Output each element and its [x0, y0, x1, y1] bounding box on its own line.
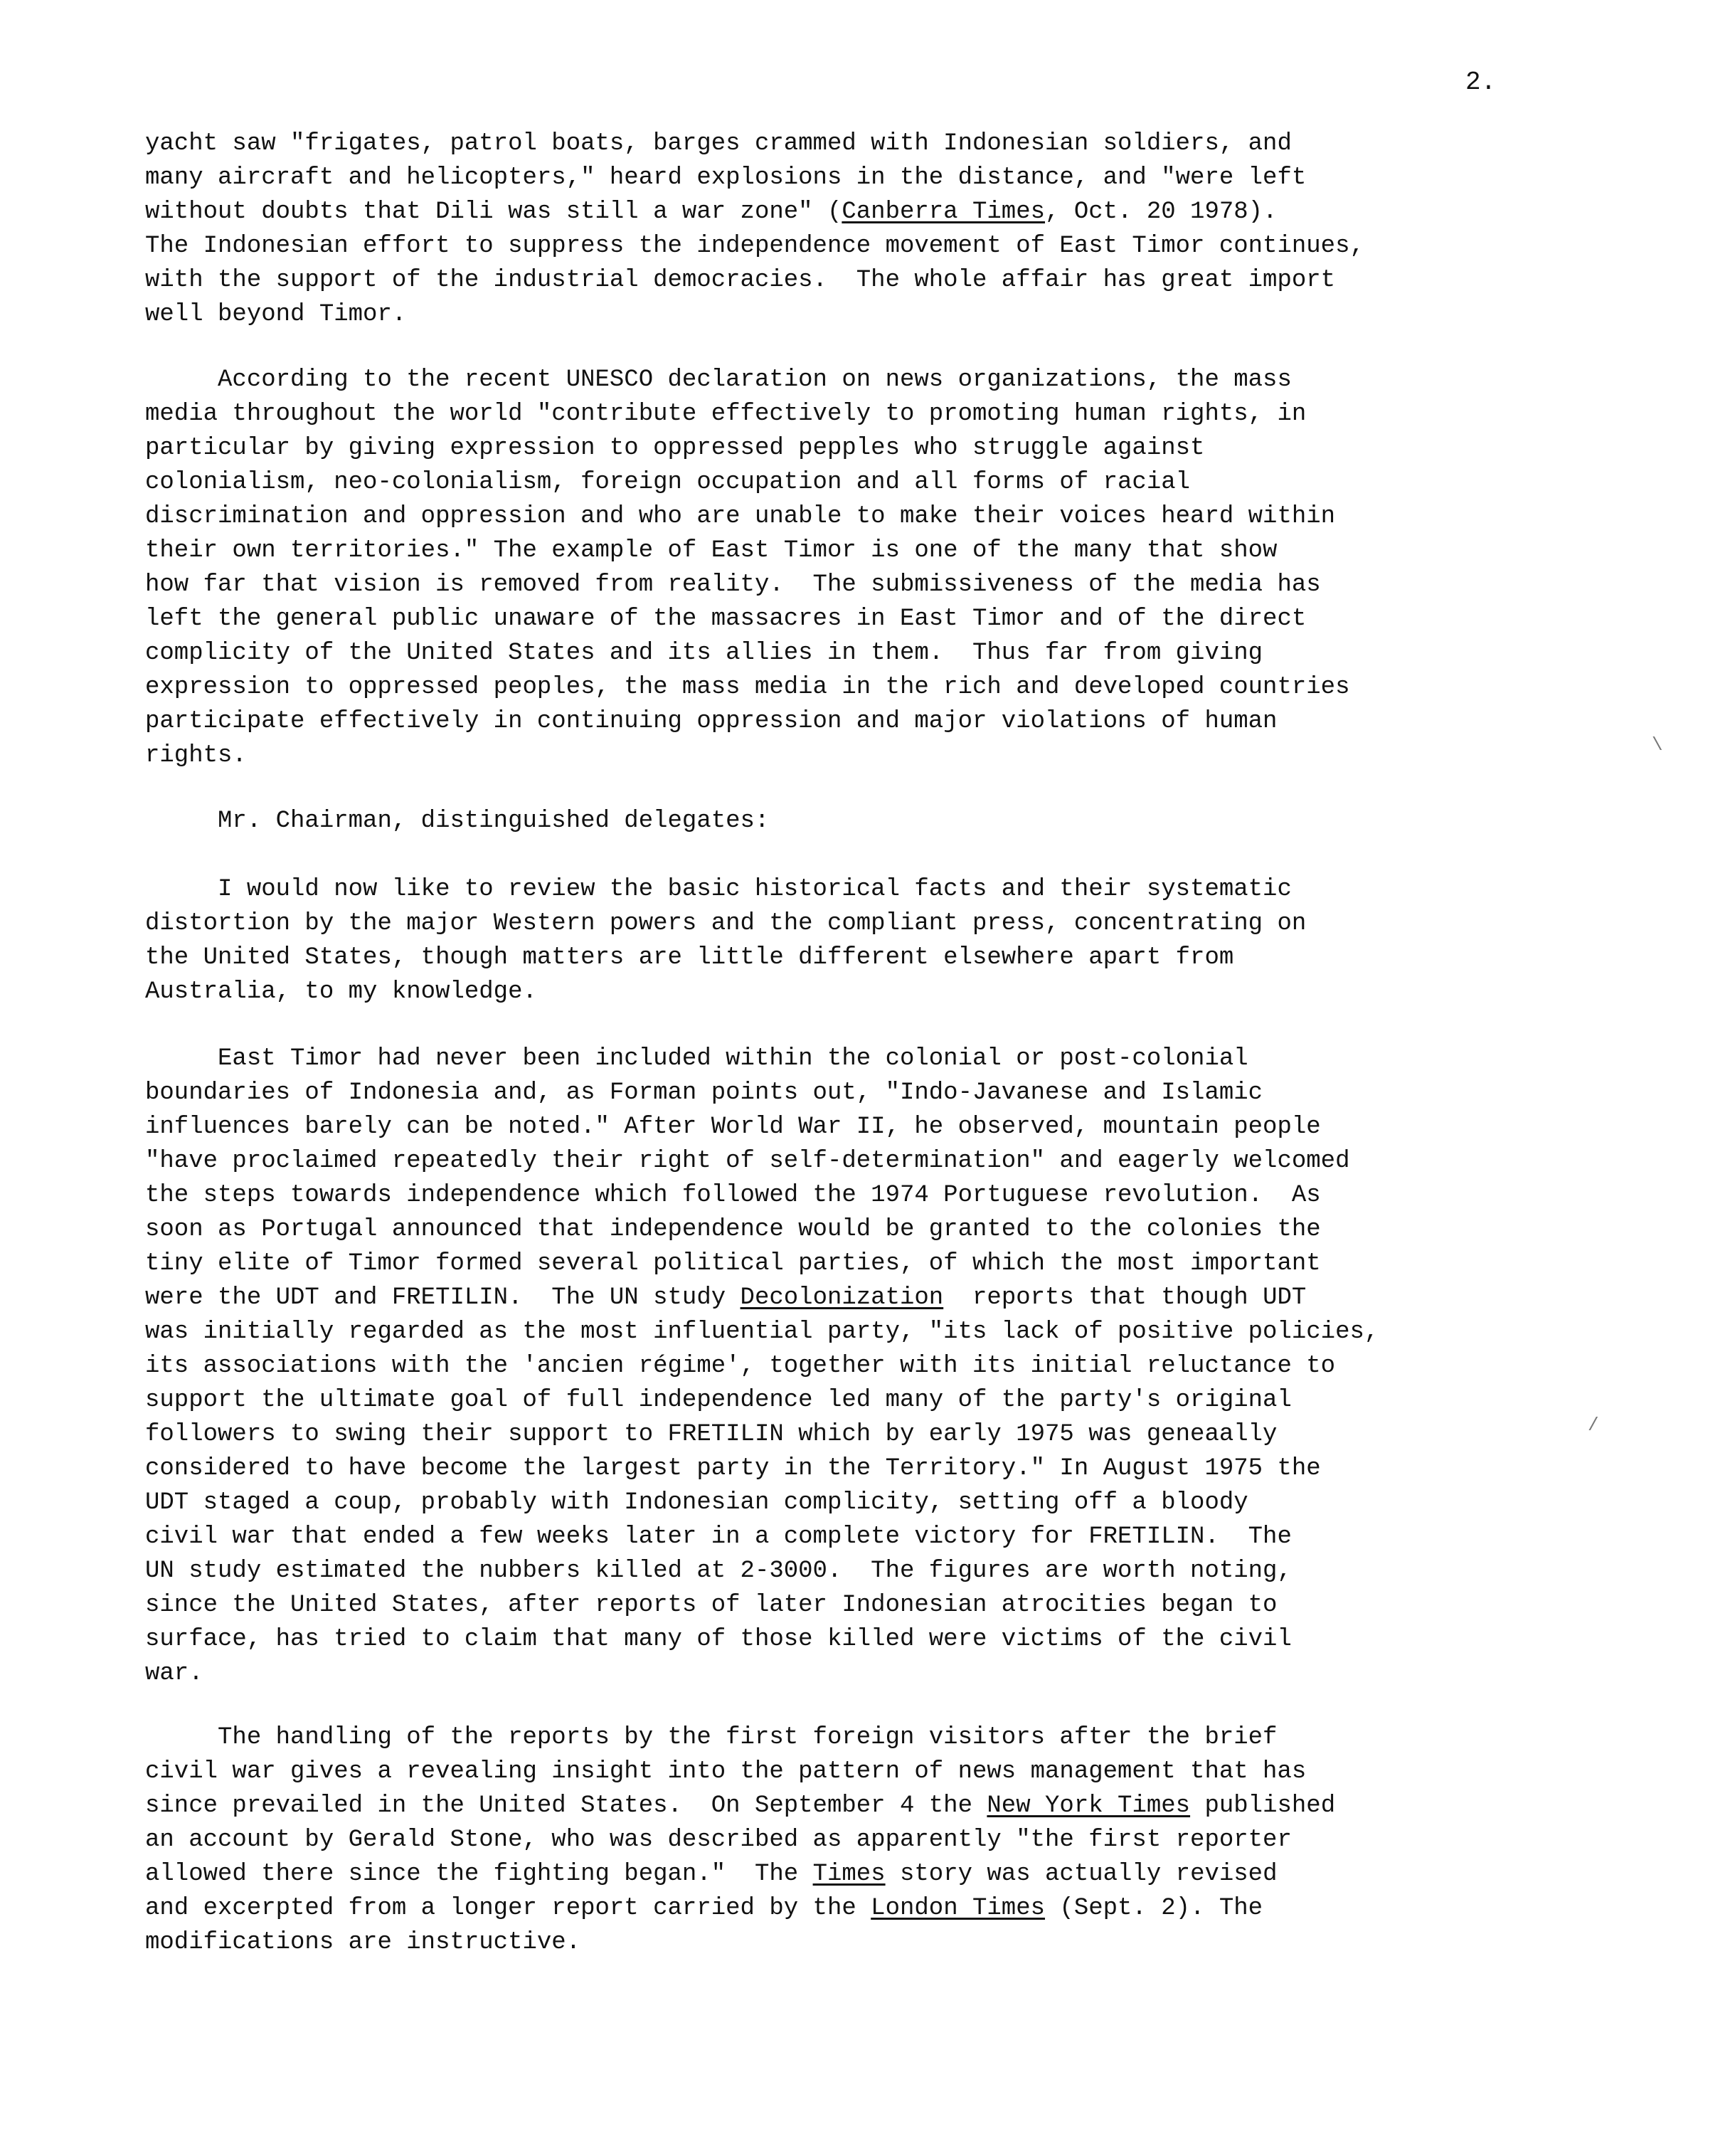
text-line: civil war gives a revealing insight into the pattern of news management that has — [145, 1758, 1307, 1785]
text-line: and excerpted from a longer report carried by the London Times (Sept. 2). The — [145, 1895, 1263, 1922]
text-line: discrimination and oppression and who are unable to make their voices heard within — [145, 503, 1336, 530]
text-line: East Timor had never been included within the colonial or post-colonial — [145, 1045, 1248, 1072]
text-line: complicity of the United States and its allies in them. Thus far from giving — [145, 640, 1263, 667]
paragraph-4 — [145, 872, 1582, 1009]
text-line: particular by giving expression to oppressed pepples who struggle against — [145, 435, 1205, 462]
paragraph-2 — [145, 363, 1582, 773]
text-line: an account by Gerald Stone, who was described as apparently "the first reporter — [145, 1827, 1292, 1854]
text-line: distortion by the major Western powers and the compliant press, concentrating on — [145, 910, 1307, 937]
text-line: the United States, though matters are little different elsewhere apart from — [145, 944, 1234, 971]
text-line: civil war that ended a few weeks later in a complete victory for FRETILIN. The — [145, 1523, 1292, 1550]
text-line: modifications are instructive. — [145, 1929, 581, 1956]
paragraph-1 — [145, 127, 1582, 332]
text-line: yacht saw "frigates, patrol boats, barges crammed with Indonesian soldiers, and — [145, 130, 1292, 157]
text-line: left the general public unaware of the massacres in East Timor and of the direct — [145, 606, 1307, 633]
text-line: influences barely can be noted." After World War II, he observed, mountain people — [145, 1114, 1321, 1141]
text-line: According to the recent UNESCO declaration on news organizations, the mass — [145, 366, 1292, 393]
text-line: tiny elite of Timor formed several political parties, of which the most important — [145, 1250, 1321, 1277]
text-line: since prevailed in the United States. On September 4 the New York Times published — [145, 1792, 1336, 1819]
text-line: war. — [145, 1660, 203, 1687]
text-line: The Indonesian effort to suppress the independence movement of East Timor continues, — [145, 233, 1364, 260]
text-line: their own territories." The example of East Timor is one of the many that show — [145, 537, 1278, 564]
text-line: without doubts that Dili was still a war zone" (Canberra Times, Oct. 20 1978). — [145, 199, 1278, 226]
paragraph-6 — [145, 1721, 1582, 1960]
text-line: UDT staged a coup, probably with Indonesian complicity, setting off a bloody — [145, 1489, 1248, 1516]
text-line: colonialism, neo-colonialism, foreign occupation and all forms of racial — [145, 469, 1191, 496]
text-line: The handling of the reports by the first foreign visitors after the brief — [145, 1724, 1278, 1751]
text-line: were the UDT and FRETILIN. The UN study Decolonization reports that though UDT — [145, 1284, 1307, 1311]
text-line: rights. — [145, 742, 247, 769]
text-line: boundaries of Indonesia and, as Forman points out, "Indo-Javanese and Islamic — [145, 1079, 1263, 1106]
text-line: its associations with the 'ancien régime', together with its initial reluctance to — [145, 1353, 1336, 1380]
text-line: media throughout the world "contribute effectively to promoting human rights, in — [145, 401, 1307, 428]
text-line: well beyond Timor. — [145, 301, 407, 328]
paragraph-3 — [145, 804, 1582, 838]
text-line: allowed there since the fighting began." The Times story was actually revised — [145, 1861, 1278, 1888]
text-line: participate effectively in continuing oppression and major violations of human — [145, 708, 1278, 735]
text-line: surface, has tried to claim that many of those killed were victims of the civil — [145, 1626, 1292, 1653]
text-line: since the United States, after reports of later Indonesian atrocities began to — [145, 1592, 1278, 1619]
text-line: Mr. Chairman, distinguished delegates: — [145, 808, 770, 835]
text-line: "have proclaimed repeatedly their right of self-determination" and eagerly welcomed — [145, 1148, 1350, 1175]
paragraph-5 — [145, 1042, 1582, 1691]
scan-mark: / — [1588, 1415, 1599, 1436]
text-line: Australia, to my knowledge. — [145, 978, 537, 1005]
text-line: with the support of the industrial democracies. The whole affair has great import — [145, 267, 1336, 294]
page-number: 2. — [1465, 68, 1497, 97]
text-line: I would now like to review the basic historical facts and their systematic — [145, 876, 1292, 903]
text-line: many aircraft and helicopters," heard explosions in the distance, and "were left — [145, 164, 1307, 191]
text-line: soon as Portugal announced that independence would be granted to the colonies the — [145, 1216, 1321, 1243]
text-line: the steps towards independence which followed the 1974 Portuguese revolution. As — [145, 1182, 1321, 1209]
text-line: support the ultimate goal of full independence led many of the party's original — [145, 1387, 1292, 1414]
text-line: expression to oppressed peoples, the mass media in the rich and developed countries — [145, 674, 1350, 701]
text-line: followers to swing their support to FRETILIN which by early 1975 was geneaally — [145, 1421, 1278, 1448]
text-line: considered to have become the largest party in the Territory." In August 1975 the — [145, 1455, 1321, 1482]
scan-mark: \ — [1652, 734, 1663, 756]
text-line: how far that vision is removed from reality. The submissiveness of the media has — [145, 571, 1321, 598]
text-line: was initially regarded as the most influential party, "its lack of positive policies, — [145, 1319, 1379, 1346]
text-line: UN study estimated the nubbers killed at 2-3000. The figures are worth noting, — [145, 1558, 1292, 1585]
